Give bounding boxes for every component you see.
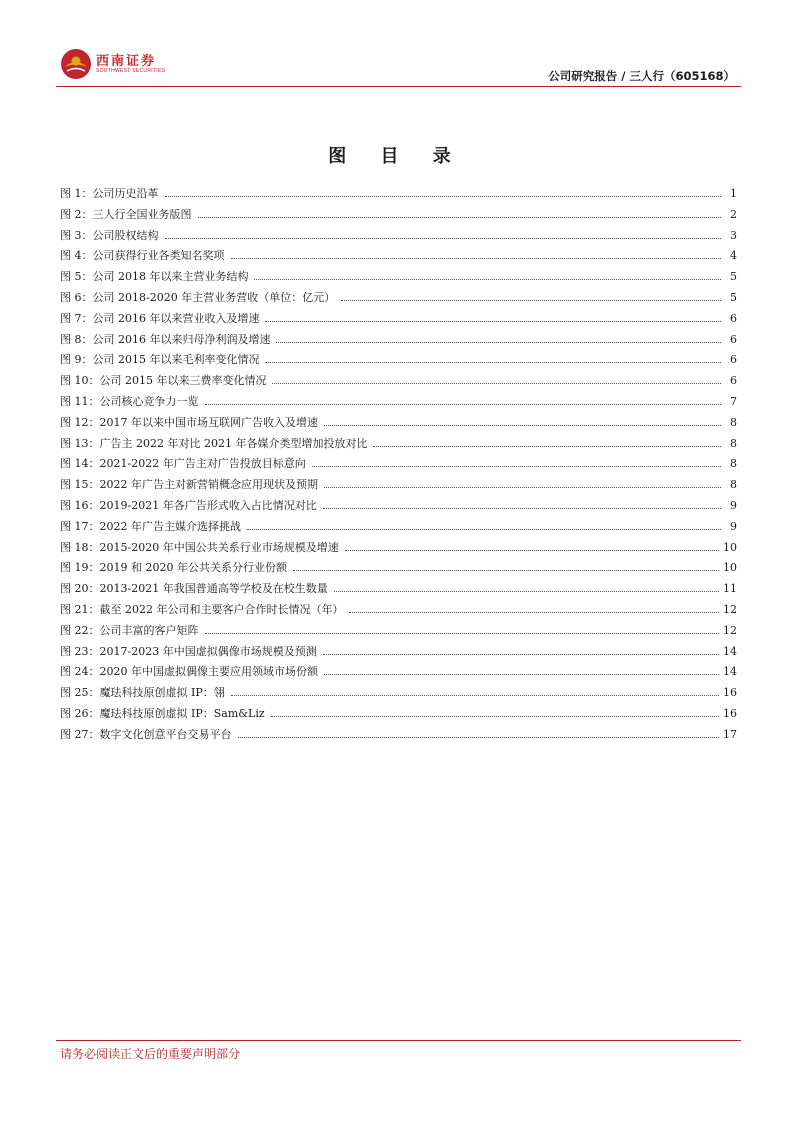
toc-leader-dots [323,645,719,655]
toc-entry-page: 3 [730,228,737,242]
toc-entry-label: 图 22：公司丰富的客户矩阵 [60,623,199,637]
toc-entry-page: 4 [730,249,737,263]
brand-name-cn: 西南证券 [96,54,157,69]
toc-leader-dots [334,582,719,592]
toc-entry[interactable] [60,518,737,539]
toc-entry[interactable] [60,726,737,747]
toc-entry-page: 6 [730,374,737,388]
toc-leader-dots [341,291,721,301]
footer-disclaimer: 请务必阅读正文后的重要声明部分 [60,1047,241,1061]
toc-leader-dots [198,208,722,218]
toc-entry[interactable] [60,310,737,331]
toc-entry[interactable] [60,227,737,248]
toc-leader-dots [324,478,721,488]
toc-entry-page: 8 [730,436,737,450]
toc-entry-page: 6 [730,353,737,367]
toc-entry[interactable] [60,684,737,705]
toc-entry-page: 14 [723,644,737,658]
toc-leader-dots [272,374,721,384]
toc-entry-label: 图 7：公司 2016 年以来营业收入及增速 [60,311,260,325]
toc-entry-label: 图 24：2020 年中国虚拟偶像主要应用领域市场份额 [60,665,318,679]
toc-entry-page: 1 [730,187,737,200]
toc-entry-label: 图 18：2015-2020 年中国公共关系行业市场规模及增速 [60,540,339,554]
toc-leader-dots [323,499,721,509]
toc-leader-dots [345,541,719,551]
toc-entry-label: 图 8：公司 2016 年以来归母净利润及增速 [60,332,271,346]
toc-entry-page: 10 [723,540,737,554]
toc-leader-dots [265,312,721,322]
toc-entry[interactable] [60,476,737,497]
toc-entry[interactable] [60,414,737,435]
toc-leader-dots [324,416,721,426]
toc-leader-dots [247,520,721,530]
toc-entry-label: 图 17：2022 年广告主媒介选择挑战 [60,519,241,533]
toc-entry-page: 11 [723,582,737,596]
brand-name-en: SOUTHWEST SECURITIES [96,68,166,74]
toc-entry-page: 7 [730,394,737,408]
toc-entry-label: 图 4：公司获得行业各类知名奖项 [60,249,225,263]
toc-entry[interactable] [60,372,737,393]
toc-entry-page: 6 [730,311,737,325]
toc-entry-label: 图 2：三人行全国业务版图 [60,207,192,221]
toc-entry-label: 图 11：公司核心竞争力一览 [60,394,199,408]
toc-entry-label: 图 13：广告主 2022 年对比 2021 年各媒介类型增加投放对比 [60,436,368,450]
toc-entry[interactable] [60,185,737,206]
toc-entry[interactable] [60,331,737,352]
toc-entry-page: 8 [730,415,737,429]
toc-entry[interactable] [60,289,737,310]
toc-entry[interactable] [60,247,737,268]
toc-leader-dots [231,686,719,696]
toc-leader-dots [205,624,720,634]
figure-toc [60,185,737,747]
toc-entry-page: 6 [730,332,737,346]
toc-entry-page: 2 [730,207,737,221]
toc-entry-page: 9 [730,519,737,533]
toc-entry[interactable] [60,643,737,664]
toc-entry-label: 图 1：公司历史沿革 [60,187,159,200]
footer-divider [56,1040,741,1041]
toc-entry[interactable] [60,268,737,289]
toc-leader-dots [265,353,721,363]
toc-leader-dots [165,187,722,197]
toc-entry-label: 图 20：2013-2021 年我国普通高等学校及在校生数量 [60,582,328,596]
toc-entry[interactable] [60,497,737,518]
toc-entry-page: 16 [723,686,737,700]
toc-entry-page: 17 [723,727,737,741]
toc-entry[interactable] [60,351,737,372]
toc-entry-label: 图 23：2017-2023 年中国虚拟偶像市场规模及预测 [60,644,317,658]
toc-entry-label: 图 6：公司 2018-2020 年主营业务营收（单位：亿元） [60,290,336,304]
toc-leader-dots [238,728,720,738]
toc-entry-label: 图 15：2022 年广告主对新营销概念应用现状及预期 [60,478,318,492]
toc-entry[interactable] [60,435,737,456]
toc-leader-dots [231,249,722,259]
toc-entry-label: 图 25：魔珐科技原创虚拟 IP：翎 [60,686,225,700]
toc-entry[interactable] [60,580,737,601]
toc-entry[interactable] [60,206,737,227]
toc-entry-label: 图 3：公司股权结构 [60,228,159,242]
toc-entry-page: 14 [723,665,737,679]
toc-leader-dots [276,333,721,343]
toc-entry-label: 图 12：2017 年以来中国市场互联网广告收入及增速 [60,415,318,429]
toc-entry-label: 图 5：公司 2018 年以来主营业务结构 [60,270,249,284]
header-divider [56,86,741,87]
page-title: 图 目 录 [328,146,465,167]
toc-entry-label: 图 10：公司 2015 年以来三费率变化情况 [60,374,267,388]
toc-leader-dots [312,457,721,467]
report-tag: 公司研究报告 / 三人行（605168） [548,69,735,83]
toc-leader-dots [254,270,721,280]
toc-entry-page: 16 [723,706,737,720]
toc-leader-dots [205,395,722,405]
toc-entry-page: 5 [730,270,737,284]
toc-entry-page: 5 [730,290,737,304]
toc-leader-dots [324,665,719,675]
toc-leader-dots [165,229,722,239]
toc-leader-dots [373,437,721,447]
toc-leader-dots [271,707,719,717]
toc-entry-label: 图 21：截至 2022 年公司和主要客户合作时长情况（年） [60,602,344,616]
toc-entry[interactable] [60,705,737,726]
toc-entry[interactable] [60,601,737,622]
toc-entry[interactable] [60,393,737,414]
toc-leader-dots [349,603,719,613]
brand-logo-icon [60,48,92,80]
toc-entry-page: 10 [723,561,737,575]
toc-entry[interactable] [60,622,737,643]
toc-entry[interactable] [60,455,737,476]
toc-entry[interactable] [60,539,737,560]
toc-entry-page: 8 [730,457,737,471]
toc-entry-label: 图 16：2019-2021 年各广告形式收入占比情况对比 [60,498,317,512]
toc-entry-label: 图 26：魔珐科技原创虚拟 IP：Sam&Liz [60,706,265,720]
toc-entry-page: 12 [723,602,737,616]
toc-entry-page: 9 [730,498,737,512]
toc-entry[interactable] [60,559,737,580]
brand-logo [60,48,180,82]
toc-entry[interactable] [60,663,737,684]
toc-entry-label: 图 14：2021-2022 年广告主对广告投放目标意向 [60,457,306,471]
toc-leader-dots [293,561,719,571]
toc-entry-label: 图 9：公司 2015 年以来毛利率变化情况 [60,353,260,367]
toc-entry-label: 图 19：2019 和 2020 年公共关系分行业份额 [60,561,287,575]
toc-entry-page: 12 [723,623,737,637]
toc-entry-label: 图 27：数字文化创意平台交易平台 [60,727,232,741]
toc-entry-page: 8 [730,478,737,492]
